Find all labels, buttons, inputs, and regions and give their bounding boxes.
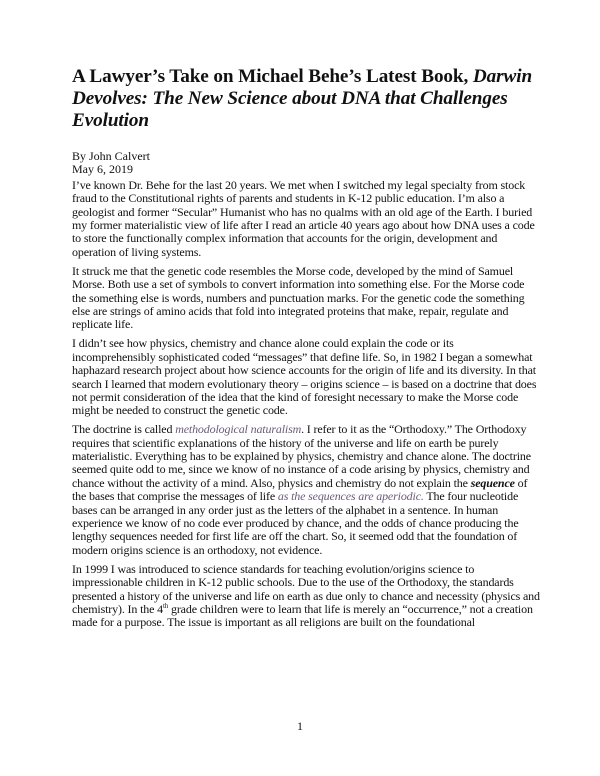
paragraph-1: I’ve known Dr. Behe for the last 20 years. We met when I switched my legal specialty from stock fraud to the Constitutional rights of parents and students in K-12 public education. I’m also a geologist and former “Secular” Humanist who has no qualms with an old age of the Earth. I buried my former materialistic view of life after I read an article 40 years ago about how DNA uses a code to store the functionally complex information that accounts for the origin, development and operation of living systems.	[72, 177, 535, 259]
paragraph-4-text-c: of the bases that comprise the messages of life	[72, 475, 528, 504]
author-line: By John Calvert	[72, 149, 150, 163]
page-number: 1	[297, 719, 303, 733]
date-line: May 6, 2019	[72, 162, 133, 177]
phrase-aperiodic: as the sequences are aperiodic.	[277, 489, 424, 504]
paragraph-4-text-b: . I refer to it as the “Orthodoxy.” The Orthodoxy requires that scientific explanations of the history of the universe and life on earth be purely materialistic. Everything has to be explained by physics, chemistry and chance alone. The doctrine seemed quite odd to me, since we know of no instance of a code arising by physics, chemistry and chance without the activity of a mind. Also, physics and chemistry do not explain the	[72, 422, 531, 490]
title-book-name: Darwin Devolves: The New Science about DNA that Challenges Evolution	[72, 66, 533, 131]
paragraph-3: I didn’t see how physics, chemistry and chance alone could explain the code or its incomprehensibly sophisticated coded “messages” that define life. So, in 1982 I began a somewhat haphazard research project about how science accounts for the origin of life and its diversity. In that search I learned that modern evolutionary theory – origins science – is based on a doctrine that does not permit consideration of the idea that the kind of foresight necessary to make the Morse code might be needed to construct the genetic code.	[72, 336, 537, 418]
paragraph-2: It struck me that the genetic code resembles the Morse code, developed by the mind of Samuel Morse. Both use a set of symbols to convert information into something else. For the Morse code the something else is words, numbers and punctuation marks. For the genetic code the something else are strings of amino acids that fold into integrated proteins that make, repair, regulate and replicate life.	[72, 263, 525, 332]
paragraph-4-text-a: The doctrine is called	[72, 422, 176, 437]
paragraph-5	[72, 563, 540, 630]
document-page	[72, 66, 540, 635]
paragraph-5-text-b: grade children were to learn that life is merely an “occurrence,” not a creation made for a purpose. The issue is important as all religions are built on the foundational	[72, 602, 533, 630]
term-sequence: sequence	[470, 475, 515, 490]
paragraph-4	[72, 423, 540, 557]
title-plain: A Lawyer’s Take on Michael Behe’s Latest Book,	[72, 66, 473, 87]
paragraph-5-text-a: In 1999 I was introduced to science standards for teaching evolution/origins science to impressionable children in K-12 public schools. Due to the use of the Orthodoxy, the standards presented a history of the universe and life on earth as due only to chance and necessity (physics and chemistry). In the 4	[72, 561, 540, 616]
document-title	[72, 66, 540, 132]
term-methodological-naturalism: methodological naturalism	[175, 422, 302, 437]
paragraph-4-text-d: The four nucleotide bases can be arranged in any order just as the letters of the alphabet in a sentence. In human experience we know of no code ever produced by chance, and the odds of chance producing the lengthy sequences needed for first life are off the chart. So, it seemed odd that the foundation of modern origins science is an orthodoxy, not evidence.	[72, 489, 519, 557]
ordinal-superscript: th	[162, 602, 169, 610]
